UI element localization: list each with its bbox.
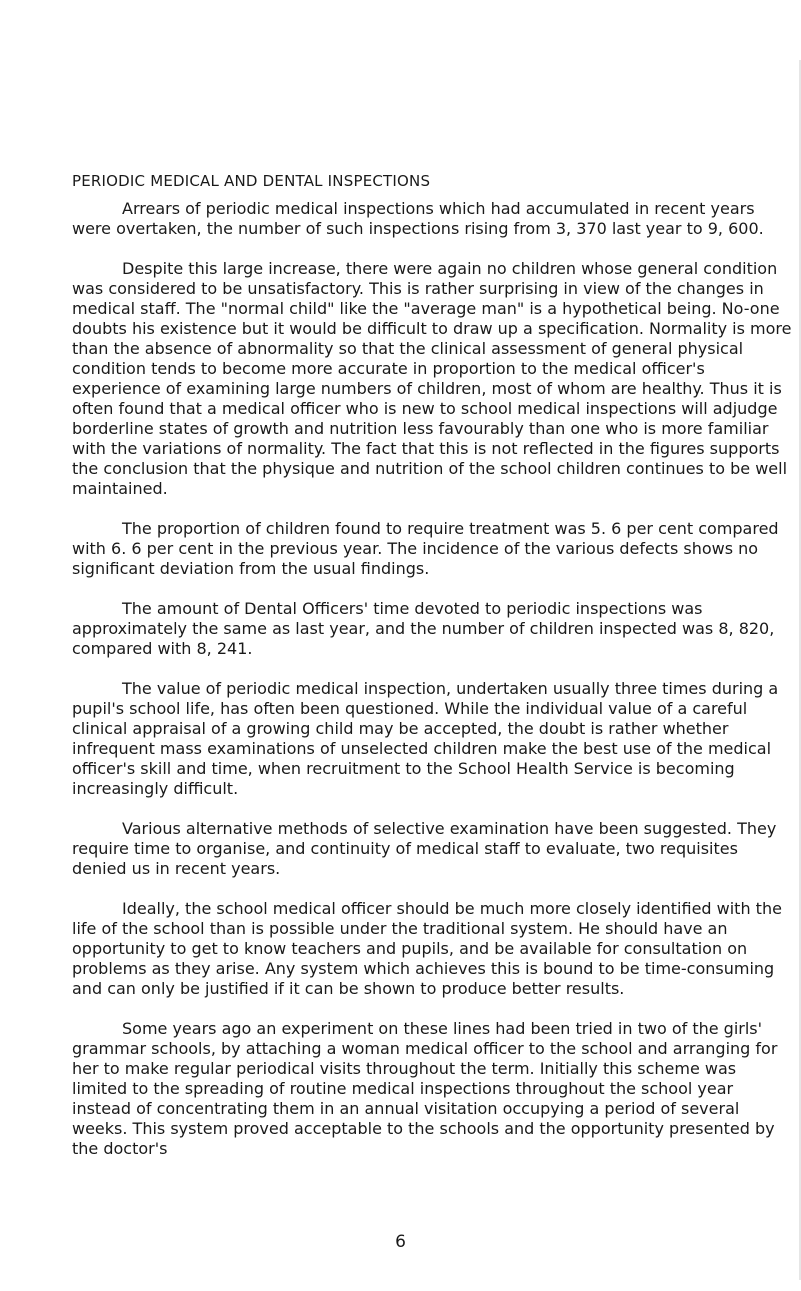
paragraph-ideally: Ideally, the school medical officer should be much more closely identified with the life of the school than is possible under the traditional system. He should have an opportunity to get to know teachers and pupils, and be available for consultation on problems as they arise. Any system which achieves this is bound to be time-consuming and can only be justified if it can be shown to produce better results.: [72, 899, 782, 998]
section-heading: PERIODIC MEDICAL AND DENTAL INSPECTIONS: [72, 172, 431, 190]
paragraph-treatment-proportion: The proportion of children found to require treatment was 5. 6 per cent compared with 6. 6 per cent in the previous year. The incidence of the various defects shows no significant deviation from the usual findings.: [72, 519, 779, 578]
paragraph-arrears: Arrears of periodic medical inspections which had accumulated in recent years were overtaken, the number of such inspections rising from 3, 370 last year to 9, 600.: [72, 199, 764, 238]
paragraph-experiment: Some years ago an experiment on these lines had been tried in two of the girls' grammar schools, by attaching a woman medical officer to the school and arranging for her to make regular periodical visits throughout the term. Initially this scheme was limited to the spreading of routine medical inspections throughout the school year instead of concentrating them in an annual visitation occupying a period of several weeks. This system proved acceptable to the schools and the opportunity presented by the doctor's: [72, 1019, 778, 1158]
paragraph-dental-officers: The amount of Dental Officers' time devoted to periodic inspections was approximately the same as last year, and the number of children inspected was 8, 820, compared with 8, 241.: [72, 599, 775, 658]
paragraph-value-of-inspection: The value of periodic medical inspection, undertaken usually three times during a pupil's school life, has often been questioned. While the individual value of a careful clinical appraisal of a growing child may be accepted, the doubt is rather whether infrequent mass examinations of unselected children make the best use of the medical officer's skill and time, when recruitment to the School Health Service is becoming increasingly difficult.: [72, 679, 779, 798]
page-number: 6: [395, 1232, 406, 1252]
paragraph-alternative-methods: Various alternative methods of selective examination have been suggested. They require time to organise, and continuity of medical staff to evaluate, two requisites denied us in recent years.: [72, 819, 777, 878]
paragraph-normality: Despite this large increase, there were again no children whose general condition was considered to be unsatisfactory. This is rather surprising in view of the changes in medical staff. The "normal child" like the "average man" is a hypothetical being. No-one doubts his existence but it would be difficult to draw up a specification. Normality is more than the absence of abnormality so that the clinical assessment of general physical condition tends to become more accurate in proportion to the medical officer's experience of examining large numbers of children, most of whom are healthy. Thus it is often found that a medical officer who is new to school medical inspections will adjudge borderline states of growth and nutrition less favourably than one who is more familiar with the variations of normality. The fact that this is not reflected in the figures supports the conclusion that the physique and nutrition of the school children continues to be well maintained.: [72, 259, 792, 498]
body-text: [72, 199, 794, 1179]
